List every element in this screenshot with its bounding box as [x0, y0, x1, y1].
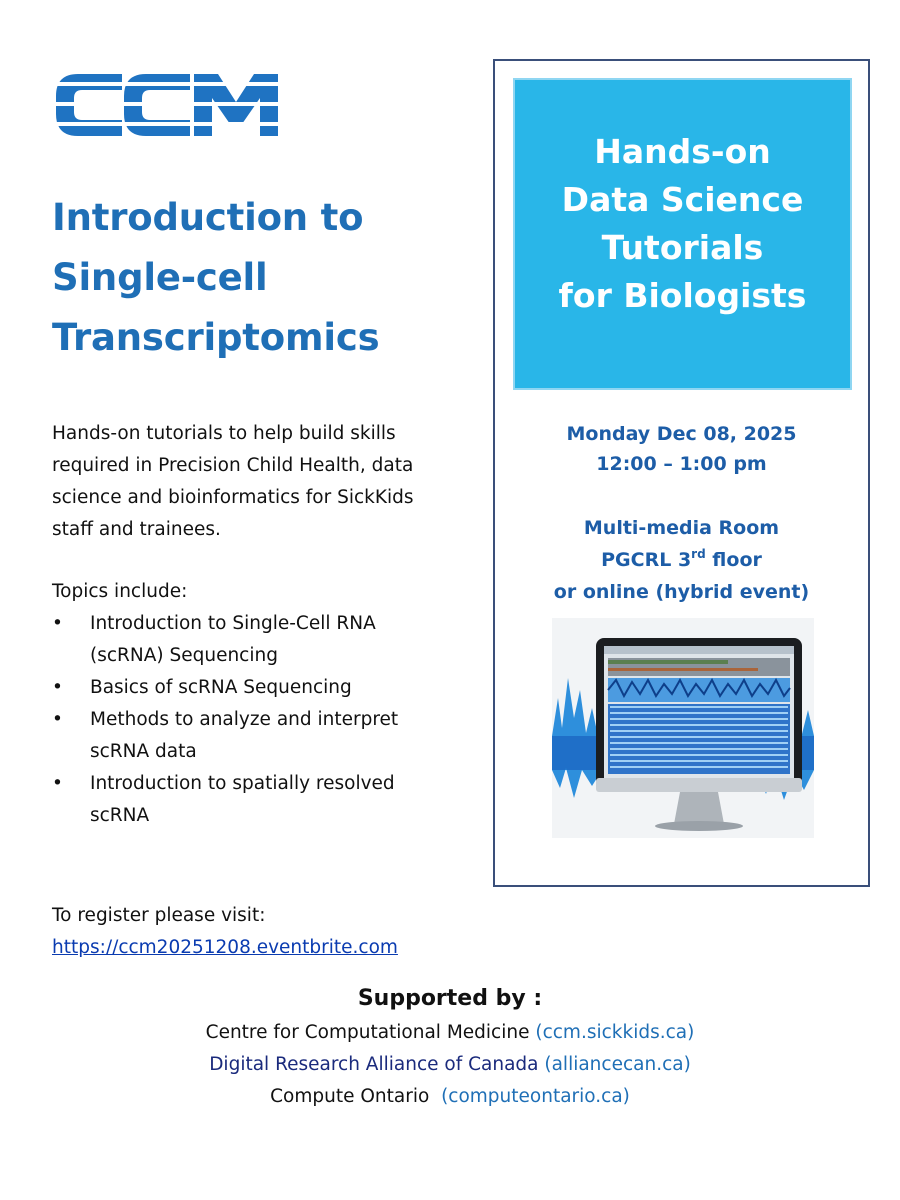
banner-line: for Biologists [558, 276, 807, 315]
topic-text: Basics of scRNA Sequencing [90, 677, 352, 698]
event-floor [495, 544, 868, 578]
intro-line: science and bioinformatics for SickKids [52, 487, 414, 508]
list-item [52, 704, 482, 768]
topic-text: Introduction to spatially resolved [90, 773, 395, 794]
sponsor-line [0, 1049, 900, 1081]
topic-text: scRNA data [90, 741, 197, 762]
topics-list [52, 608, 482, 832]
event-date: Monday Dec 08, 2025 [566, 423, 797, 445]
floor-suffix: floor [705, 549, 762, 571]
sponsor-name: Centre for Computational Medicine [205, 1022, 536, 1043]
topic-text: scRNA [90, 805, 150, 826]
bullet-icon: • [52, 677, 63, 698]
list-item [52, 672, 482, 704]
page-title [52, 188, 472, 368]
title-line: Single-cell [52, 256, 268, 299]
sponsor-url: (alliancecan.ca) [544, 1054, 691, 1075]
topic-text: Methods to analyze and interpret [90, 709, 399, 730]
register-label: To register please visit: [52, 905, 266, 926]
intro-line: Hands-on tutorials to help build skills [52, 423, 396, 444]
banner-line: Tutorials [601, 228, 764, 267]
title-line: Introduction to [52, 196, 364, 239]
register-link[interactable]: https://ccm20251208.eventbrite.com [52, 937, 398, 958]
sponsor-name: Compute Ontario [270, 1086, 442, 1107]
banner-line: Data Science [561, 180, 804, 219]
event-online: or online (hybrid event) [553, 581, 810, 603]
monitor-data-icon [552, 618, 814, 838]
event-time: 12:00 – 1:00 pm [596, 453, 767, 475]
sponsor-name: Digital Research Alliance of Canada [209, 1054, 545, 1075]
bullet-icon: • [52, 613, 63, 634]
floor-superscript: rd [691, 547, 706, 561]
intro-paragraph [52, 418, 482, 546]
bullet-icon: • [52, 773, 63, 794]
bullet-icon: • [52, 709, 63, 730]
intro-line: required in Precision Child Health, data [52, 455, 414, 476]
event-room: Multi-media Room [583, 517, 780, 539]
sponsor-line [0, 1017, 900, 1049]
sponsor-url: (ccm.sickkids.ca) [535, 1022, 695, 1043]
topics-heading: Topics include: [52, 581, 188, 602]
banner-heading [513, 128, 852, 320]
intro-line: staff and trainees. [52, 519, 221, 540]
list-item [52, 768, 482, 832]
ccm-logo [52, 66, 280, 144]
topic-text: (scRNA) Sequencing [90, 645, 278, 666]
sponsor-line [0, 1081, 900, 1113]
supported-heading: Supported by : [357, 986, 543, 1011]
title-line: Transcriptomics [52, 316, 380, 359]
sponsor-url: (computeontario.ca) [441, 1086, 630, 1107]
floor-prefix: PGCRL 3 [601, 549, 692, 571]
list-item [52, 608, 482, 672]
banner-line: Hands-on [594, 132, 771, 171]
topic-text: Introduction to Single-Cell RNA [90, 613, 376, 634]
